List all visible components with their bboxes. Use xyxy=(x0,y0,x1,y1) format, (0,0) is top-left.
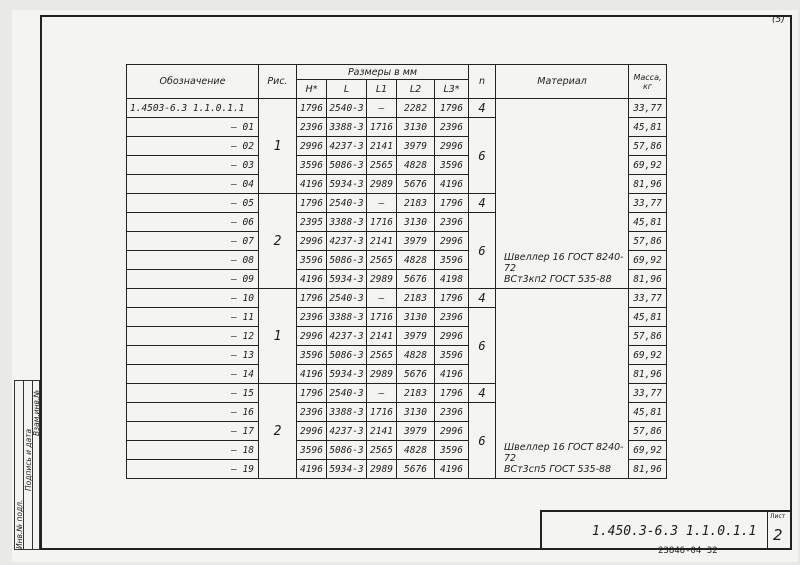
designation-cell: — 13 xyxy=(127,346,259,365)
dim-l1-cell: 2989 xyxy=(367,365,397,384)
dim-l1-cell: — xyxy=(367,99,397,118)
dim-l2-cell: 3130 xyxy=(397,403,435,422)
designation-cell: — 03 xyxy=(127,156,259,175)
mass-cell: 69,92 xyxy=(629,251,667,270)
dim-l1-cell: 2989 xyxy=(367,270,397,289)
designation-cell: — 09 xyxy=(127,270,259,289)
mass-cell: 69,92 xyxy=(629,441,667,460)
corner-page-number: (5) xyxy=(772,15,785,25)
dim-l1-cell: 1716 xyxy=(367,213,397,232)
dim-l1-cell: 2141 xyxy=(367,137,397,156)
col-figure: Рис. xyxy=(259,65,297,99)
side-stamp-replace: Взам.инв.№ xyxy=(32,389,41,436)
designation-cell: — 14 xyxy=(127,365,259,384)
dim-l2-cell: 3979 xyxy=(397,137,435,156)
side-stamp xyxy=(14,380,40,550)
dim-l1-cell: 2141 xyxy=(367,422,397,441)
n-cell: 6 xyxy=(469,118,496,194)
mass-cell: 45,81 xyxy=(629,403,667,422)
dim-l1-cell: 2989 xyxy=(367,460,397,479)
mass-cell: 81,96 xyxy=(629,460,667,479)
dim-h-cell: 3596 xyxy=(297,441,327,460)
col-h: H* xyxy=(297,80,327,99)
dim-l-cell: 5934-3 xyxy=(327,365,367,384)
dim-l2-cell: 4828 xyxy=(397,251,435,270)
mass-cell: 45,81 xyxy=(629,308,667,327)
dim-l1-cell: 2565 xyxy=(367,441,397,460)
dim-l2-cell: 5676 xyxy=(397,460,435,479)
dim-l3-cell: 2396 xyxy=(435,213,469,232)
dim-l-cell: 3388-3 xyxy=(327,403,367,422)
dim-h-cell: 4196 xyxy=(297,365,327,384)
designation-cell: — 17 xyxy=(127,422,259,441)
dim-h-cell: 2996 xyxy=(297,137,327,156)
sheet-label: Лист xyxy=(770,513,786,520)
dim-l3-cell: 4196 xyxy=(435,460,469,479)
dim-l-cell: 2540-3 xyxy=(327,99,367,118)
col-dimensions: Размеры в мм xyxy=(297,65,469,80)
dim-l1-cell: 2565 xyxy=(367,251,397,270)
n-cell: 4 xyxy=(469,194,496,213)
dim-h-cell: 3596 xyxy=(297,346,327,365)
col-material: Материал xyxy=(496,65,629,99)
dim-l2-cell: 5676 xyxy=(397,175,435,194)
spec-table xyxy=(126,64,667,479)
figure-cell: 1 xyxy=(259,289,297,384)
dim-h-cell: 2996 xyxy=(297,327,327,346)
dim-l-cell: 5086-3 xyxy=(327,251,367,270)
dim-l-cell: 5086-3 xyxy=(327,441,367,460)
dim-h-cell: 4196 xyxy=(297,270,327,289)
side-stamp-inv: Инв.№ подл. xyxy=(15,499,24,549)
designation-cell: — 02 xyxy=(127,137,259,156)
figure-cell: 2 xyxy=(259,194,297,289)
dim-l3-cell: 3596 xyxy=(435,156,469,175)
mass-cell: 57,86 xyxy=(629,137,667,156)
dim-l1-cell: — xyxy=(367,289,397,308)
mass-cell: 33,77 xyxy=(629,194,667,213)
designation-cell: — 19 xyxy=(127,460,259,479)
dim-l-cell: 5086-3 xyxy=(327,156,367,175)
dim-h-cell: 2996 xyxy=(297,422,327,441)
dim-h-cell: 2396 xyxy=(297,308,327,327)
dim-l3-cell: 3596 xyxy=(435,346,469,365)
mass-cell: 45,81 xyxy=(629,118,667,137)
dim-l-cell: 3388-3 xyxy=(327,308,367,327)
dim-l3-cell: 2996 xyxy=(435,327,469,346)
dim-l2-cell: 2183 xyxy=(397,194,435,213)
side-stamp-sign: Подпись и дата xyxy=(24,428,33,491)
dim-h-cell: 2996 xyxy=(297,232,327,251)
dim-l-cell: 3388-3 xyxy=(327,118,367,137)
dim-h-cell: 1796 xyxy=(297,289,327,308)
dim-l2-cell: 4828 xyxy=(397,156,435,175)
dim-h-cell: 4196 xyxy=(297,460,327,479)
designation-cell: — 08 xyxy=(127,251,259,270)
dim-l-cell: 5086-3 xyxy=(327,346,367,365)
dim-l-cell: 5934-3 xyxy=(327,175,367,194)
dim-l2-cell: 4828 xyxy=(397,441,435,460)
mass-cell: 57,86 xyxy=(629,422,667,441)
designation-cell: 1.4503-6.3 1.1.0.1.1 xyxy=(127,99,259,118)
designation-cell: — 16 xyxy=(127,403,259,422)
mass-cell: 33,77 xyxy=(629,384,667,403)
dim-l2-cell: 3979 xyxy=(397,232,435,251)
dim-l2-cell: 3979 xyxy=(397,422,435,441)
dim-l1-cell: 2141 xyxy=(367,232,397,251)
dim-l3-cell: 2996 xyxy=(435,422,469,441)
table-row xyxy=(127,289,667,308)
mass-cell: 81,96 xyxy=(629,175,667,194)
dim-l-cell: 3388-3 xyxy=(327,213,367,232)
dim-l2-cell: 5676 xyxy=(397,270,435,289)
dim-l-cell: 2540-3 xyxy=(327,194,367,213)
col-l1: L1 xyxy=(367,80,397,99)
dim-l2-cell: 5676 xyxy=(397,365,435,384)
dim-h-cell: 1796 xyxy=(297,194,327,213)
title-block xyxy=(540,510,792,550)
material-line1: Швеллер 16 ГОСТ 8240-72 xyxy=(504,442,624,464)
dim-l3-cell: 2396 xyxy=(435,403,469,422)
sheet-cell xyxy=(767,512,792,550)
dim-l-cell: 2540-3 xyxy=(327,384,367,403)
dim-l3-cell: 2996 xyxy=(435,232,469,251)
dim-h-cell: 2396 xyxy=(297,403,327,422)
mass-cell: 45,81 xyxy=(629,213,667,232)
dim-l1-cell: — xyxy=(367,194,397,213)
col-mass: Масса, кг xyxy=(629,65,667,99)
dim-l1-cell: 2565 xyxy=(367,346,397,365)
dim-l3-cell: 2396 xyxy=(435,308,469,327)
n-cell: 4 xyxy=(469,289,496,308)
figure-cell: 2 xyxy=(259,384,297,479)
dim-l2-cell: 2183 xyxy=(397,289,435,308)
dim-l2-cell: 3130 xyxy=(397,308,435,327)
dim-l-cell: 5934-3 xyxy=(327,460,367,479)
n-cell: 4 xyxy=(469,99,496,118)
dim-l3-cell: 1796 xyxy=(435,194,469,213)
archive-number: 23846-04 32 xyxy=(658,546,718,556)
dim-l1-cell: 1716 xyxy=(367,118,397,137)
col-l: L xyxy=(327,80,367,99)
designation-cell: — 04 xyxy=(127,175,259,194)
dim-l-cell: 4237-3 xyxy=(327,422,367,441)
dim-l-cell: 4237-3 xyxy=(327,232,367,251)
dim-h-cell: 4196 xyxy=(297,175,327,194)
col-n: n xyxy=(469,65,496,99)
designation-cell: — 18 xyxy=(127,441,259,460)
dim-l3-cell: 1796 xyxy=(435,99,469,118)
designation-cell: — 12 xyxy=(127,327,259,346)
mass-cell: 57,86 xyxy=(629,232,667,251)
designation-cell: — 10 xyxy=(127,289,259,308)
n-cell: 6 xyxy=(469,403,496,479)
sheet-number: 2 xyxy=(773,526,783,544)
dim-l1-cell: — xyxy=(367,384,397,403)
document-code: 1.450.3-6.3 1.1.0.1.1 xyxy=(592,524,757,539)
dim-l1-cell: 2989 xyxy=(367,175,397,194)
mass-cell: 33,77 xyxy=(629,99,667,118)
dim-l1-cell: 1716 xyxy=(367,403,397,422)
mass-cell: 69,92 xyxy=(629,346,667,365)
dim-l3-cell: 4196 xyxy=(435,365,469,384)
dim-l2-cell: 3130 xyxy=(397,213,435,232)
designation-cell: — 07 xyxy=(127,232,259,251)
dim-h-cell: 1796 xyxy=(297,384,327,403)
dim-l3-cell: 2396 xyxy=(435,118,469,137)
dim-l-cell: 2540-3 xyxy=(327,289,367,308)
dim-l2-cell: 4828 xyxy=(397,346,435,365)
material-line2: ВСт3кп2 ГОСТ 535-88 xyxy=(504,274,612,285)
dim-l3-cell: 1796 xyxy=(435,289,469,308)
dim-h-cell: 2396 xyxy=(297,118,327,137)
dim-l-cell: 5934-3 xyxy=(327,270,367,289)
material-line1: Швеллер 16 ГОСТ 8240-72 xyxy=(504,252,624,274)
dim-l1-cell: 1716 xyxy=(367,308,397,327)
dim-l1-cell: 2565 xyxy=(367,156,397,175)
mass-cell: 81,96 xyxy=(629,270,667,289)
designation-cell: — 05 xyxy=(127,194,259,213)
col-l3: L3* xyxy=(435,80,469,99)
dim-h-cell: 3596 xyxy=(297,156,327,175)
dim-l-cell: 4237-3 xyxy=(327,327,367,346)
dim-l1-cell: 2141 xyxy=(367,327,397,346)
mass-cell: 33,77 xyxy=(629,289,667,308)
dim-l3-cell: 4198 xyxy=(435,270,469,289)
col-l2: L2 xyxy=(397,80,435,99)
material-line2: ВСт3сп5 ГОСТ 535-88 xyxy=(504,464,612,475)
mass-cell: 57,86 xyxy=(629,327,667,346)
designation-cell: — 15 xyxy=(127,384,259,403)
material-cell xyxy=(496,99,629,289)
dim-l3-cell: 3596 xyxy=(435,251,469,270)
dim-l3-cell: 2996 xyxy=(435,137,469,156)
figure-cell: 1 xyxy=(259,99,297,194)
dim-l2-cell: 3130 xyxy=(397,118,435,137)
dim-l-cell: 4237-3 xyxy=(327,137,367,156)
col-designation: Обозначение xyxy=(127,65,259,99)
designation-cell: — 01 xyxy=(127,118,259,137)
dim-l3-cell: 3596 xyxy=(435,441,469,460)
mass-cell: 81,96 xyxy=(629,365,667,384)
dim-l2-cell: 2282 xyxy=(397,99,435,118)
mass-cell: 69,92 xyxy=(629,156,667,175)
designation-cell: — 06 xyxy=(127,213,259,232)
material-cell xyxy=(496,289,629,479)
n-cell: 6 xyxy=(469,308,496,384)
dim-l2-cell: 3979 xyxy=(397,327,435,346)
n-cell: 6 xyxy=(469,213,496,289)
table-row xyxy=(127,99,667,118)
dim-h-cell: 3596 xyxy=(297,251,327,270)
dim-l3-cell: 1796 xyxy=(435,384,469,403)
designation-cell: — 11 xyxy=(127,308,259,327)
dim-h-cell: 1796 xyxy=(297,99,327,118)
dim-h-cell: 2395 xyxy=(297,213,327,232)
dim-l3-cell: 4196 xyxy=(435,175,469,194)
dim-l2-cell: 2183 xyxy=(397,384,435,403)
n-cell: 4 xyxy=(469,384,496,403)
